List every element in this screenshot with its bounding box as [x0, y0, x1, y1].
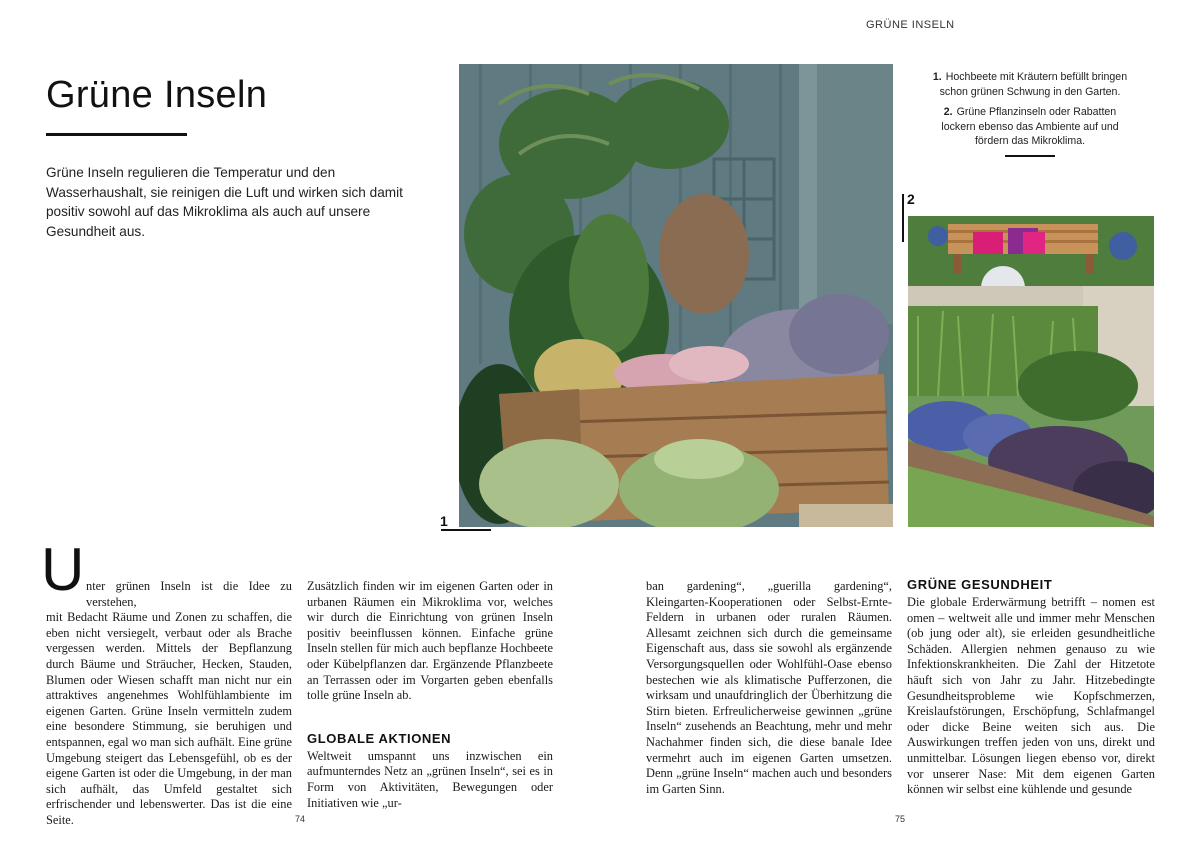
garden-bed-illustration [908, 216, 1154, 527]
page-number-right: 75 [895, 814, 906, 824]
first-line: nter grünen Inseln ist die Idee zu verstehen, [86, 579, 292, 609]
section-heading-global-actions: GLOBALE AKTIONEN [307, 730, 452, 746]
caption-2-text: Grüne Pflanzinseln oder Rabatten lockern ebenso das Ambiente auf und fördern das Mikroklima. [941, 106, 1119, 147]
caption-1-text: Hochbeete mit Kräutern befüllt bringen schon grünen Schwung in den Garten. [939, 71, 1128, 98]
body-column-1 [46, 579, 292, 829]
paragraph: Zusätzlich finden wir im eigenen Garten oder in urbanen Räumen ein Mikroklima vor, welches wir durch die Einrichtung von grünen Inseln positiv beeinflussen können. Einfache grüne Inseln stellen für mich auch bepflanze Hochbeete oder Kübelpflanzen dar. Ergänzende Pflanzbeete an Terrassen oder im Vorgarten geben ebenfalls tolle grüne Inseln ab. [307, 579, 553, 703]
garden-bed-photo [908, 216, 1154, 527]
intro-text: Grüne Inseln regulieren die Temperatur und den Wasserhaushalt, sie reinigen die Luft und wirken sich damit positiv sowohl auf das Mikroklima als auch auf unsere Gesundheit aus. [46, 165, 403, 239]
page-title: Grüne Inseln [46, 74, 268, 116]
running-head: GRÜNE INSELN [866, 19, 955, 31]
paragraph: Die globale Erderwärmung betrifft – nomen est omen – weltweit alle und immer mehr Menschen (ob jung oder alt), sie erleiden gesundheitliche Schäden. Allergien nehmen genauso zu wie Infektionskrankheiten. Die Zahl der Hitzetote häuft sich von Jahr zu Jahr. Hitzebedingte Gesundheitsprobleme wie Kopfschmerzen, Kreislaufstörungen, Erschöpfung, Schlafmangel oder dicke Beine weiten sich aus. Die Auswirkungen treffen jeden von uns, direkt und unmittelbar. Lösungen liegen ebenso vor, direkt vor unserer Nase: Mit dem eigenen Garten können wir selbst eine kühlende und gesunde [907, 595, 1155, 797]
figure-1-rule [441, 529, 491, 531]
paragraph: mit Bedacht Räume und Zonen zu schaffen, die eben nicht versiegelt, verbaut oder als Brache vergessen werden. Mittels der Bepflanzung durch Bäume und Sträucher, Hecken, Stauden, Blumen oder Wiesen schafft man nicht nur ein attraktives angenehmes Wohlfühlambiente im eigenen Garten. Grüne Inseln vermitteln zudem eine besondere Stimmung, sie beruhigen und entspannen, egal wo man sich aufhält. Eine grüne Umgebung steigert das Lebensgefühl, ob es der eigene Garten ist oder die Umgebung, in der man sich aufhält, das Umfeld gestaltet sich erfrischender und lebenswerter. Das ist die eine Seite. [46, 610, 293, 827]
caption-2 [930, 105, 1130, 149]
page-number-left: 74 [295, 814, 306, 824]
paragraph: Weltweit umspannt uns inzwischen ein aufmunterndes Netz an „grünen Inseln“, sei es in Form von Aktivitäten, Bewegungen oder Initiativen wie „ur- [307, 748, 553, 810]
body-column-2 [307, 579, 553, 811]
caption-2-number: 2. [943, 106, 953, 118]
raised-bed-photo [459, 64, 893, 527]
drop-cap: U [41, 536, 85, 603]
figure-2-number: 2 [907, 191, 915, 207]
figure-1-number: 1 [440, 513, 448, 529]
figure-2-rule [902, 194, 904, 242]
caption-1-number: 1. [932, 71, 942, 83]
raised-bed-illustration [459, 64, 893, 527]
paragraph: ban gardening“, „guerilla gardening“, Kleingarten-Kooperationen oder Selbst-Ernte-Feldern in urbanen oder ruralen Räumen. Allesamt zeichnen sich durch die gemeinsame Eigenschaft aus, dass sie sowohl als ergänzende Versorgungsquellen oder Wohlfühl-Oase ebenso bestechen wie als klimatische Pufferzonen, die wirksam und unaufdringlich der Überhitzung die Stirn bieten. Erfreulicherweise gewinnen „grüne Inseln“ zusehends an Beachtung, mehr und mehr Nachahmer finden sich, die diese banale Idee vermehrt auch im eigenen Garten umsetzen. Denn „grüne Inseln“ machen auch und besonders im Garten Sinn. [646, 579, 892, 796]
photo-captions [930, 70, 1130, 157]
body-column-3 [646, 579, 892, 797]
caption-rule [1005, 155, 1055, 157]
caption-1 [930, 70, 1130, 99]
title-underline [46, 133, 187, 136]
body-column-4 [907, 577, 1155, 798]
section-heading-green-health: GRÜNE GESUNDHEIT [907, 577, 1053, 592]
